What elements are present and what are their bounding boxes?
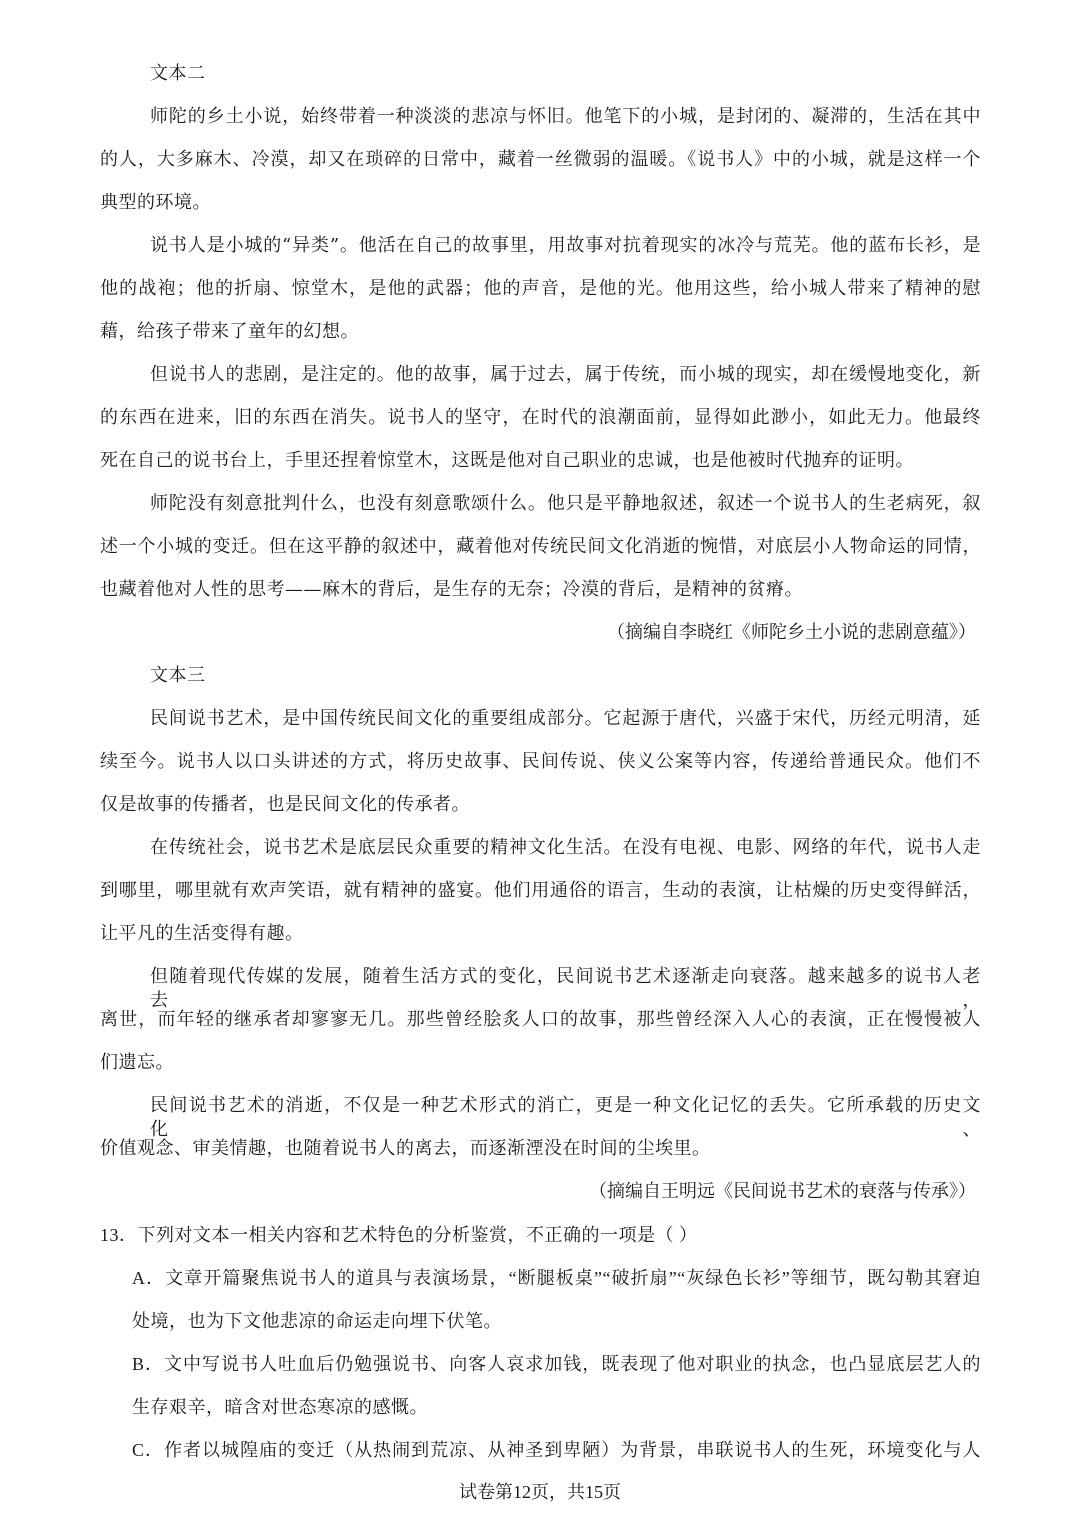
text3-line: 民间说书艺术，是中国传统民间文化的重要组成部分。它起源于唐代，兴盛于宋代，历经元明清，延 [150,708,981,729]
text2-line: 也藏着他对人性的思考——麻木的背后，是生存的无奈；冷漠的背后，是精神的贫瘠。 [100,579,803,600]
text2-line: 但说书人的悲剧，是注定的。他的故事，属于过去，属于传统，而小城的现实，却在缓慢地变化，新 [150,364,981,385]
text3-line: 们遗忘。 [100,1052,174,1073]
text3-source: （摘编自王明远《民间说书艺术的衰落与传承》） [589,1181,976,1202]
option-a-line: 处境，也为下文他悲凉的命运走向埋下伏笔。 [132,1311,502,1331]
text3-line: 仅是故事的传播者，也是民间文化的传承者。 [100,794,470,815]
text3-line: 价值观念、审美情趣，也随着说书人的离去，而逐渐湮没在时间的尘埃里。 [100,1138,711,1159]
text2-line: 的东西在进来，旧的东西在消失。说书人的坚守，在时代的浪潮面前，显得如此渺小，如此无力。他最终 [100,407,981,428]
text2-line: 死在自己的说书台上，手里还捏着惊堂木，这既是他对自己职业的忠诚，也是他被时代抛弃的证明。 [100,450,914,471]
text3-line: 让平凡的生活变得有趣。 [100,923,304,944]
text3-line: 在传统社会，说书艺术是底层民众重要的精神文化生活。在没有电视、电影、网络的年代，说书人走 [150,837,981,858]
text2-line: 说书人是小城的“异类”。他活在自己的故事里，用故事对抗着现实的冰冷与荒芜。他的蓝布长衫，是 [150,235,981,256]
text3-heading: 文本三 [150,665,206,686]
text2-line: 师陀没有刻意批判什么，也没有刻意歌颂什么。他只是平静地叙述，叙述一个说书人的生老病死，叙 [150,493,981,514]
text2-source: （摘编自李晓红《师陀乡土小说的悲剧意蕴》） [607,622,976,643]
text2-heading: 文本二 [150,63,206,84]
text2-line: 藉，给孩子带来了童年的幻想。 [100,321,359,342]
text2-line: 述一个小城的变迁。但在这平静的叙述中，藏着他对传统民间文化消逝的惋惜，对底层小人物命运的同情， [100,536,981,557]
question-stem: 13．下列对文本一相关内容和艺术特色的分析鉴赏，不正确的一项是（ ） [100,1225,698,1245]
page-footer: 试卷第12页，共15页 [459,1482,621,1502]
text3-line: 到哪里，哪里就有欢声笑语，就有精神的盛宴。他们用通俗的语言，生动的表演，让枯燥的历史变得鲜活， [100,880,981,901]
text2-line: 的人，大多麻木、冷漠，却又在琐碎的日常中，藏着一丝微弱的温暖。《说书人》中的小城，就是这样一个 [100,149,981,170]
option-b-line: 生存艰辛，暗含对世态寒凉的感慨。 [132,1397,428,1417]
option-b-line: B．文中写说书人吐血后仍勉强说书、向客人哀求加钱，既表现了他对职业的执念，也凸显底层艺人的 [132,1354,981,1374]
text3-line: 民间说书艺术的消逝，不仅是一种艺术形式的消亡，更是一种文化记忆的丢失。它所承载的历史文化、 [150,1095,981,1140]
option-c-line: C．作者以城隍庙的变迁（从热闹到荒凉、从神圣到卑陋）为背景，串联说书人的生死，环境变化与人 [132,1440,981,1460]
text2-line: 他的战袍；他的折扇、惊堂木，是他的武器；他的声音，是他的光。他用这些，给小城人带来了精神的慰 [100,278,981,299]
text2-line: 师陀的乡土小说，始终带着一种淡淡的悲凉与怀旧。他笔下的小城，是封闭的、凝滞的，生活在其中 [150,106,981,127]
text2-line: 典型的环境。 [100,192,211,213]
option-a-line: A．文章开篇聚焦说书人的道具与表演场景，“断腿板桌”“破折扇”“灰绿色长衫”等细节，既勾勒其窘迫 [132,1268,981,1288]
text3-line: 离世，而年轻的继承者却寥寥无几。那些曾经脍炙人口的故事，那些曾经深入人心的表演，正在慢慢被人 [100,1009,981,1030]
text3-line: 但随着现代传媒的发展，随着生活方式的变化，民间说书艺术逐渐走向衰落。越来越多的说书人老去， [150,966,981,1011]
text3-line: 续至今。说书人以口头讲述的方式，将历史故事、民间传说、侠义公案等内容，传递给普通民众。他们不 [100,751,981,772]
